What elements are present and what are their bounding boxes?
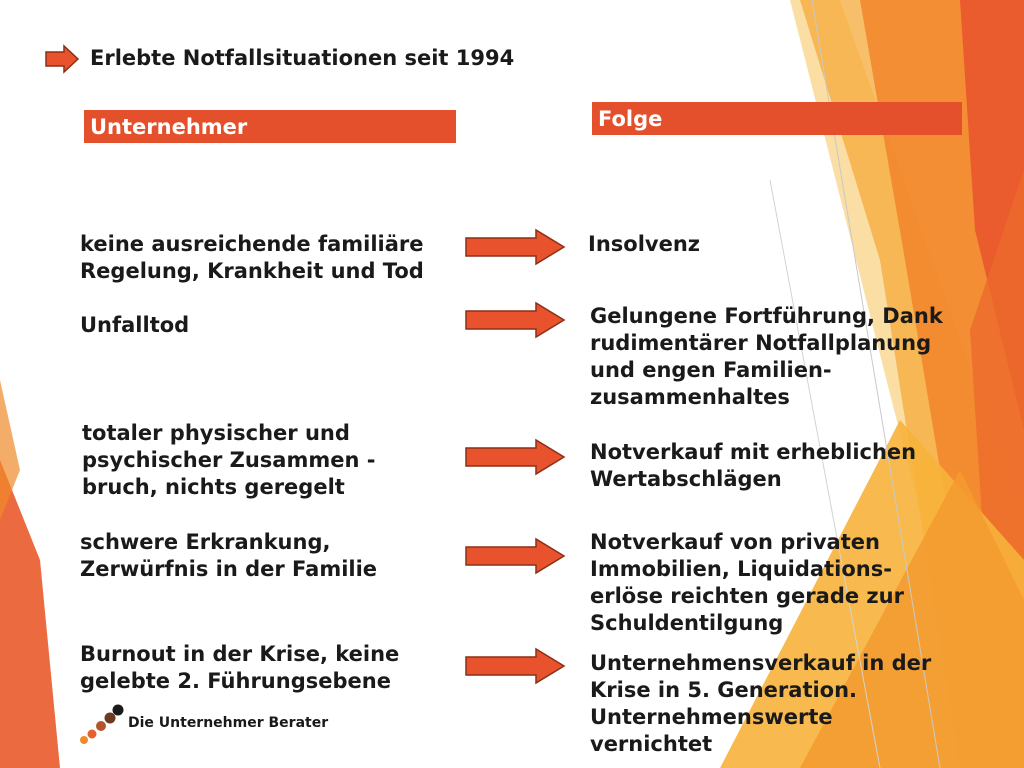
cause-text: totaler physischer und psychischer Zusammen - bruch, nichts geregelt [82,421,376,499]
row-arrow-icon [464,228,568,266]
header-folge: Folge [592,102,962,135]
cause-text: Unfalltod [80,313,190,337]
cause-text: keine ausreichende familiäre Regelung, Krankheit und Tod [80,232,424,283]
cause-text: Burnout in der Krise, keine gelebte 2. Führungsebene [80,642,400,693]
consequence-text: Insolvenz [588,232,700,256]
title-arrow-icon [44,44,80,74]
consequence-text: Notverkauf von privaten Immobilien, Liquidations- erlöse reichten gerade zur Schuldentilgung [590,530,904,635]
header-unternehmer: Unternehmer [84,110,456,143]
logo-text: Die Unternehmer Berater [128,715,329,731]
row-arrow-icon [464,438,568,476]
row-arrow-icon [464,647,568,685]
row-arrow-icon [464,301,568,339]
consequence-text: Unternehmensverkauf in der Krise in 5. Generation. Unternehmenswerte vernichtet [590,651,932,756]
consequence-text: Gelungene Fortführung, Dank rudimentärer Notfallplanung und engen Familien- zusammenhaltes [590,304,943,409]
consequence-text: Notverkauf mit erheblichen Wertabschlägen [590,440,917,491]
cause-text: schwere Erkrankung, Zerwürfnis in der Familie [80,530,378,581]
row-arrow-icon [464,537,568,575]
slide-title: Erlebte Notfallsituationen seit 1994 [90,46,515,70]
logo-dots-icon [76,702,124,748]
